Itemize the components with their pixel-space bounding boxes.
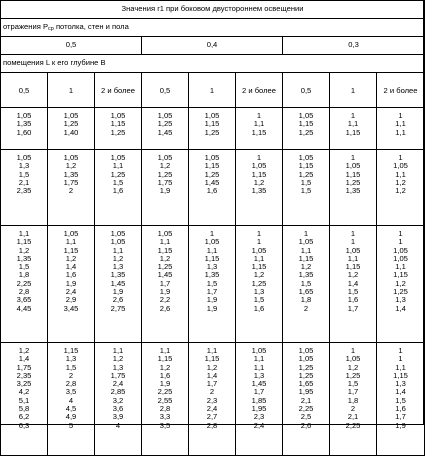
value-item: 2,5: [300, 412, 312, 422]
value-item: 2,25: [157, 387, 173, 397]
value-item: 1,15: [251, 127, 267, 137]
value-item: 1: [398, 229, 403, 238]
value-item: 1,1: [112, 245, 124, 255]
value-item: 2,4: [65, 287, 77, 297]
value-item: 1,5: [112, 177, 124, 187]
value-item: 1,85: [251, 395, 267, 405]
value-item: 1,25: [157, 169, 173, 179]
value-item: 2,35: [16, 186, 32, 196]
value-item: 4,45: [16, 303, 32, 313]
value-item: 1,05: [63, 153, 79, 162]
value-item: 1,3: [65, 354, 77, 364]
value-item: 1,2: [347, 362, 359, 372]
value-item: 1: [256, 153, 262, 162]
value-item: 1,5: [18, 169, 30, 179]
reflection-label-prefix: отражения P: [3, 22, 49, 32]
value-item: 1,05: [393, 253, 408, 263]
value-item: 1,35: [204, 270, 220, 280]
value-item: 1,15: [16, 237, 32, 247]
value-item: 1,05: [110, 153, 126, 162]
value-item: 1,75: [63, 177, 79, 187]
value-item: 1,6: [65, 270, 77, 280]
value-item: 1,25: [110, 127, 126, 137]
value-item: 1,1: [347, 253, 359, 263]
value-item: 1,25: [393, 287, 408, 297]
reflection-value-3: 0,3: [283, 37, 425, 55]
value-item: 2,8: [18, 287, 30, 297]
value-item: 1,15: [204, 354, 220, 364]
value-item: 2,25: [298, 404, 314, 414]
value-item: 1,7: [347, 303, 359, 313]
value-item: 1,05: [298, 346, 314, 355]
value-item: 1,3: [395, 379, 406, 389]
value-item: 1,5: [18, 262, 30, 272]
value-item: 1,3: [253, 370, 265, 380]
value-item: 1,05: [110, 237, 126, 247]
value-item: 1,1: [253, 362, 265, 372]
value-item: 1,9: [112, 287, 124, 297]
value-item: 2,55: [157, 395, 173, 405]
value-item: 1,25: [204, 169, 220, 179]
value-item: 1,8: [300, 295, 312, 305]
value-item: 1,15: [251, 169, 267, 179]
room-ratio-label: помещения L к его глубине B: [1, 55, 425, 73]
value-item: 5: [68, 420, 74, 430]
value-item: 4,2: [18, 387, 30, 397]
value-item: 1,7: [159, 278, 171, 288]
value-item: 1,1: [253, 119, 265, 129]
value-item: 1,9: [159, 287, 171, 297]
value-item: 1,05: [63, 229, 79, 238]
value-item: 1,3: [112, 262, 124, 272]
value-item: 1,1: [300, 245, 312, 255]
value-item: 1,1: [253, 354, 265, 364]
value-item: 1,35: [251, 186, 267, 196]
value-item: 1,65: [298, 287, 314, 297]
value-item: 1: [350, 153, 356, 162]
value-item: 1,9: [206, 295, 218, 305]
value-item: 4,5: [65, 404, 77, 414]
value-item: 1,15: [110, 119, 126, 129]
value-item: 2: [303, 303, 309, 313]
value-item: 3,6: [112, 404, 124, 414]
value-item: 1,25: [110, 169, 126, 179]
value-item: 1,4: [395, 303, 406, 313]
value-item: 2,6: [300, 420, 312, 430]
value-item: 1,2: [65, 161, 77, 171]
value-item: 3,3: [159, 412, 171, 422]
value-item: 1,05: [204, 153, 220, 162]
reflection-value-1: 0,5: [1, 37, 142, 55]
value-item: 1,1: [253, 253, 265, 263]
value-item: 2,4: [253, 420, 265, 430]
value-item: 1,05: [251, 346, 267, 355]
value-item: 2,1: [300, 395, 312, 405]
subheader-cell: 0,5: [142, 73, 189, 108]
value-item: 4,9: [65, 412, 77, 422]
value-item: 1,25: [251, 278, 267, 288]
value-item: 1,25: [63, 119, 79, 129]
value-item: 1,05: [157, 153, 173, 162]
value-item: 1,05: [345, 161, 361, 171]
value-item: 1,05: [16, 111, 32, 120]
value-item: 2,1: [347, 412, 359, 422]
value-item: 1,40: [63, 127, 79, 137]
value-item: 1,2: [300, 262, 312, 272]
value-item: 1,05: [157, 111, 173, 120]
value-item: 1: [256, 229, 262, 238]
value-item: 1,15: [345, 262, 361, 272]
value-item: 1,25: [298, 127, 314, 137]
value-item: 1: [256, 237, 262, 247]
value-item: 2,4: [206, 404, 218, 414]
value-item: 1,15: [251, 262, 267, 272]
value-item: 1,5: [347, 287, 359, 297]
value-item: 1,05: [393, 161, 408, 171]
value-item: 4: [68, 395, 74, 405]
subheader-cell: 2 и более: [95, 73, 142, 108]
value-item: 1,05: [345, 245, 361, 255]
value-item: 2: [350, 404, 356, 414]
value-item: 1,15: [157, 354, 173, 364]
value-item: 1,05: [110, 111, 126, 120]
value-item: 1,9: [206, 303, 218, 313]
subheader-cell: 2 и более: [236, 73, 283, 108]
value-item: 3,2: [112, 395, 124, 405]
value-item: 1,1: [395, 119, 406, 129]
value-item: 4: [115, 420, 121, 430]
value-item: 1: [398, 237, 403, 247]
value-item: 5,8: [18, 404, 30, 414]
value-item: 1,5: [253, 295, 265, 305]
value-item: 1,15: [393, 270, 408, 280]
value-item: 1,3: [253, 287, 265, 297]
value-item: 1,6: [395, 404, 406, 414]
value-item: 1,6: [347, 295, 359, 305]
value-item: 1,05: [298, 111, 314, 120]
value-item: 1,05: [16, 153, 32, 162]
value-item: 2,8: [206, 420, 218, 430]
value-item: 1,5: [347, 379, 359, 389]
value-item: 1,2: [159, 253, 171, 263]
value-item: 1,35: [110, 270, 126, 280]
value-item: 1,6: [253, 303, 265, 313]
value-item: 1,35: [16, 119, 32, 129]
value-item: 1,1: [112, 346, 124, 355]
value-item: 1,3: [206, 262, 218, 272]
value-item: 1,05: [204, 111, 220, 120]
value-item: 1,9: [159, 379, 171, 389]
value-item: 1,35: [298, 270, 314, 280]
value-item: 2: [68, 370, 74, 380]
value-item: 1,35: [16, 253, 32, 263]
value-item: 1,25: [157, 262, 173, 272]
value-item: 1,6: [159, 370, 171, 380]
value-item: 2,8: [159, 404, 171, 414]
value-item: 1: [350, 229, 356, 238]
value-item: 1,05: [298, 354, 314, 364]
value-item: 2,4: [112, 379, 124, 389]
value-item: 1,25: [298, 169, 314, 179]
value-item: 1,35: [63, 169, 79, 179]
subheader-cell: 1: [189, 73, 236, 108]
value-item: 1,60: [16, 127, 32, 137]
value-item: 1,15: [157, 245, 173, 255]
value-item: 1,05: [157, 229, 173, 238]
value-item: 1,5: [395, 395, 406, 405]
value-item: 1,2: [18, 245, 30, 255]
value-item: 1,5: [300, 186, 312, 196]
value-item: 1: [256, 111, 262, 120]
value-item: 1,5: [65, 362, 77, 372]
value-item: 6,2: [18, 412, 30, 422]
table-title: Значения r1 при боковом двустороннем освещении: [1, 1, 425, 19]
value-item: 1,05: [204, 237, 220, 247]
value-item: 1,2: [395, 177, 406, 187]
value-item: 1,9: [65, 278, 77, 288]
value-item: 1,2: [395, 278, 406, 288]
value-item: 1,1: [347, 119, 359, 129]
value-item: 1,95: [298, 387, 314, 397]
value-item: 1,1: [18, 229, 30, 238]
value-item: 1,15: [298, 119, 314, 129]
value-item: 1,05: [298, 237, 314, 247]
value-item: 3,9: [112, 412, 124, 422]
value-item: 1,7: [206, 379, 218, 389]
subheader-cell: 1: [48, 73, 95, 108]
value-item: 1,05: [63, 111, 79, 120]
value-item: 1,3: [395, 295, 406, 305]
value-item: 1,6: [112, 186, 124, 196]
value-item: 1,1: [395, 127, 406, 137]
value-item: 5,1: [18, 395, 30, 405]
value-item: 1,25: [204, 127, 220, 137]
value-item: 2,9: [65, 295, 77, 305]
value-item: 1,2: [18, 346, 30, 355]
value-item: 3,25: [16, 379, 32, 389]
value-item: 1,7: [253, 387, 265, 397]
value-item: 1,15: [204, 161, 220, 171]
value-item: 1,15: [345, 127, 361, 137]
value-item: 2,25: [16, 278, 32, 288]
value-item: 1,15: [63, 346, 79, 355]
value-item: 1,15: [204, 119, 220, 129]
value-item: 1,05: [251, 161, 267, 171]
value-item: 1,75: [110, 370, 126, 380]
value-item: 1,15: [345, 169, 361, 179]
value-item: 3,65: [16, 295, 32, 305]
value-item: 1,8: [347, 395, 359, 405]
value-item: 1,45: [204, 177, 220, 187]
value-item: 2,25: [345, 420, 361, 430]
value-item: 1,25: [345, 370, 361, 380]
value-item: 2,8: [65, 379, 77, 389]
subheader-cell: 1: [330, 73, 377, 108]
value-item: 1,45: [251, 379, 267, 389]
value-item: 1,05: [110, 229, 126, 238]
value-item: 2,7: [206, 412, 218, 422]
value-item: 1,7: [206, 287, 218, 297]
value-item: 1,1: [206, 346, 218, 355]
value-item: 2,1: [18, 177, 30, 187]
value-item: 1: [209, 229, 215, 238]
value-item: 1,3: [112, 362, 124, 372]
value-item: 1,15: [204, 253, 220, 263]
value-item: 1,2: [395, 186, 406, 196]
value-item: 1,05: [345, 354, 361, 364]
value-item: 1,1: [395, 262, 406, 272]
value-item: 1: [350, 346, 356, 355]
value-item: 1,45: [157, 270, 173, 280]
value-item: 1,2: [347, 270, 359, 280]
value-item: 1,9: [395, 420, 406, 430]
value-item: 1,4: [206, 370, 218, 380]
value-item: 6,3: [18, 420, 30, 430]
value-item: 1,2: [112, 253, 124, 263]
value-item: 2,3: [206, 395, 218, 405]
value-item: 3,5: [65, 387, 77, 397]
value-item: 1,2: [112, 354, 124, 364]
value-item: 2,85: [110, 387, 126, 397]
value-item: 1,05: [298, 153, 314, 162]
value-item: 2: [68, 186, 74, 196]
subheader-cell: 0,5: [1, 73, 48, 108]
value-item: 1,35: [345, 186, 361, 196]
reflection-label-subscript: ср: [48, 26, 54, 33]
value-item: 1,1: [395, 169, 406, 179]
value-item: 1: [350, 237, 356, 247]
value-item: 1,15: [298, 161, 314, 171]
value-item: 1,45: [110, 278, 126, 288]
value-item: 1,15: [63, 245, 79, 255]
subheader-cell: 0,5: [283, 73, 330, 108]
value-item: 1,25: [345, 177, 361, 187]
value-item: 2,6: [112, 295, 124, 305]
value-item: 2: [209, 387, 215, 397]
value-item: 1,1: [159, 346, 171, 355]
value-item: 2,3: [253, 412, 265, 422]
value-item: 1,2: [159, 362, 171, 372]
value-item: 1,7: [395, 412, 406, 422]
value-item: 1,5: [206, 278, 218, 288]
value-item: 1,9: [159, 186, 171, 196]
value-item: 1,75: [16, 362, 32, 372]
value-item: 2,2: [159, 295, 171, 305]
value-item: 1,8: [18, 270, 30, 280]
value-item: 1,3: [18, 161, 30, 171]
value-item: 1: [398, 111, 403, 120]
subheader-cell: 2 и более: [377, 73, 425, 108]
value-item: 1,45: [157, 127, 173, 137]
value-item: 1,2: [206, 362, 218, 372]
value-item: 1: [350, 111, 356, 120]
reflection-label-suffix: потолка, стен и пола: [53, 22, 129, 32]
value-item: 2,75: [110, 303, 126, 313]
value-item: 1,2: [65, 253, 77, 263]
value-item: 1,25: [157, 119, 173, 129]
value-item: 1,1: [206, 245, 218, 255]
value-item: 1,1: [65, 237, 77, 247]
value-item: 1,65: [298, 379, 314, 389]
value-item: 1,5: [300, 177, 312, 187]
value-item: 1,4: [347, 278, 359, 288]
value-item: 1: [398, 346, 403, 355]
value-item: 1,05: [251, 245, 267, 255]
value-item: 1: [398, 153, 403, 162]
value-item: 1,5: [300, 278, 312, 288]
value-item: 1,2: [159, 161, 171, 171]
value-item: 3,45: [63, 303, 79, 313]
value-item: 1,2: [253, 177, 265, 187]
value-item: 1,05: [393, 245, 408, 255]
value-item: 1,15: [298, 253, 314, 263]
value-item: 1,1: [112, 161, 124, 171]
value-item: 2,35: [16, 370, 32, 380]
value-item: 1,4: [18, 354, 30, 364]
value-item: 1: [398, 354, 403, 364]
value-item: 1,1: [159, 237, 171, 247]
value-item: 1,25: [298, 370, 314, 380]
value-item: 1,25: [298, 362, 314, 372]
value-item: 1,4: [395, 387, 406, 397]
value-item: 1,75: [157, 177, 173, 187]
value-item: 1,4: [65, 262, 77, 272]
value-item: 1,6: [206, 186, 218, 196]
value-item: 1,15: [393, 370, 408, 380]
value-item: 1,1: [395, 362, 406, 372]
value-item: 1,2: [253, 270, 265, 280]
value-item: 2,6: [159, 303, 171, 313]
reflection-value-2: 0,4: [142, 37, 283, 55]
value-item: 3,5: [159, 420, 171, 430]
value-item: 1,95: [251, 404, 267, 414]
value-item: 1,7: [347, 387, 359, 397]
value-item: 1: [303, 229, 309, 238]
